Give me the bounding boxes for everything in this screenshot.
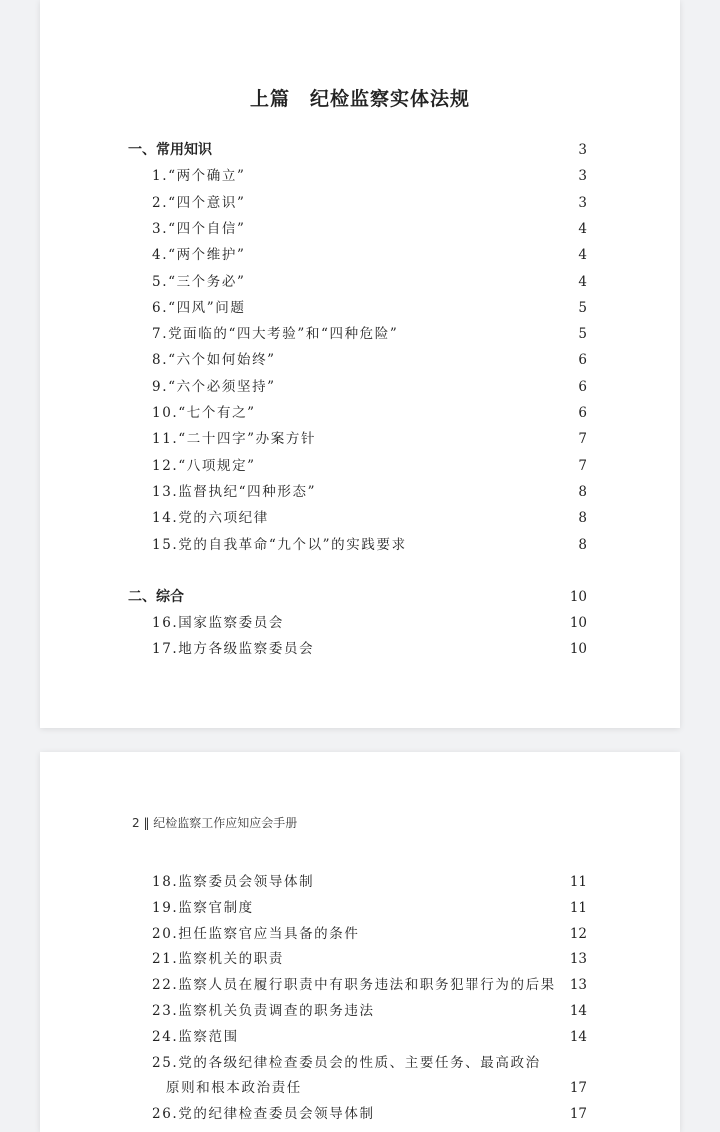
toc-page-1	[40, 0, 680, 728]
toc-page-number: 11	[569, 874, 587, 890]
toc-page-number: 10	[569, 641, 587, 658]
toc-entry-title: 7.党面临的“四大考验”和“四种危险”	[152, 326, 399, 343]
toc-entry	[40, 1051, 680, 1075]
toc-page-number: 8	[578, 483, 587, 500]
toc-entry-title: 2.“四个意识”	[152, 194, 246, 211]
toc-entry-title: 1.“两个确立”	[152, 168, 246, 185]
toc-section	[40, 138, 680, 162]
toc-page-number: 3	[578, 194, 587, 211]
toc-entry	[40, 296, 680, 320]
toc-entry-title: 3.“四个自信”	[152, 220, 246, 237]
toc-entry-title: 15.党的自我革命“九个以”的实践要求	[152, 536, 407, 553]
toc-entry-title: 18.监察委员会领导体制	[152, 874, 315, 890]
toc-entry	[40, 217, 680, 241]
toc-page-number: 4	[578, 273, 587, 290]
toc-entry	[40, 922, 680, 946]
toc-page-number: 6	[578, 352, 587, 369]
toc-entry-title: 11.“二十四字”办案方针	[152, 431, 317, 448]
running-head: 2 ‖ 纪检监察工作应知应会手册	[132, 816, 298, 830]
toc-page-number: 14	[569, 1028, 587, 1045]
toc-entry-title: 9.“六个必须坚持”	[152, 378, 276, 395]
toc-entry-title: 8.“六个如何始终”	[152, 352, 276, 369]
toc-entry-title: 24.监察范围	[152, 1028, 239, 1045]
toc-page-number: 12	[569, 925, 587, 942]
toc-entry-title: 原则和根本政治责任	[166, 1080, 302, 1097]
toc-entry-title: 13.监督执纪“四种形态”	[152, 483, 317, 500]
toc-entry	[40, 191, 680, 215]
toc-page-number: 3	[578, 142, 587, 158]
toc-entry	[40, 1025, 680, 1049]
toc-entry	[40, 533, 680, 557]
toc-entry	[40, 480, 680, 504]
toc-entry	[40, 999, 680, 1023]
toc-entry	[40, 973, 680, 997]
toc-page-number: 11	[569, 899, 587, 916]
toc-entry-title: 19.监察官制度	[152, 899, 254, 916]
toc-entry	[40, 870, 680, 894]
toc-entry	[40, 243, 680, 267]
toc-entry-title: 10.“七个有之”	[152, 405, 256, 421]
toc-entry-title: 25.党的各级纪律检查委员会的性质、主要任务、最高政治	[152, 1054, 541, 1071]
part-title: 上篇 纪检监察实体法规	[249, 88, 470, 110]
toc-page-number: 5	[578, 299, 587, 316]
toc-page-2	[40, 752, 680, 1132]
toc-entry	[40, 1076, 680, 1100]
toc-entry-title: 二、综合	[128, 588, 184, 605]
toc-page-number: 17	[569, 1106, 587, 1123]
toc-page-number: 13	[569, 977, 587, 994]
toc-entry-title: 一、常用知识	[128, 142, 212, 158]
toc-entry-title: 21.监察机关的职责	[152, 951, 284, 968]
toc-entry	[40, 427, 680, 451]
toc-page-number: 10	[569, 588, 587, 605]
toc-page-number: 8	[578, 536, 587, 553]
toc-entry-title: 26.党的纪律检查委员会领导体制	[152, 1106, 375, 1123]
toc-page-number: 13	[569, 951, 587, 968]
toc-page-number: 7	[578, 457, 587, 474]
toc-page-number: 8	[578, 510, 587, 527]
toc-page-number: 7	[578, 431, 587, 448]
toc-entry-title: 23.监察机关负责调查的职务违法	[152, 1003, 375, 1019]
toc-section	[40, 585, 680, 609]
toc-entry-title: 5.“三个务必”	[152, 273, 246, 290]
toc-entry	[40, 1102, 680, 1126]
toc-entry	[40, 506, 680, 530]
toc-page-number: 3	[578, 168, 587, 185]
toc-entry	[40, 322, 680, 346]
toc-entry	[40, 164, 680, 188]
toc-page-number: 6	[578, 378, 587, 395]
toc-entry	[40, 348, 680, 372]
toc-entry	[40, 947, 680, 971]
toc-entry-title: 6.“四风”问题	[152, 299, 246, 316]
toc-page-number: 4	[578, 247, 587, 264]
toc-page-number: 4	[578, 220, 587, 237]
toc-entry	[40, 401, 680, 425]
toc-entry	[40, 637, 680, 661]
toc-entry-title: 12.“八项规定”	[152, 457, 256, 474]
toc-entry-title: 14.党的六项纪律	[152, 510, 269, 527]
toc-page-number: 6	[578, 405, 587, 421]
toc-page-number: 10	[569, 615, 587, 632]
toc-entry-title: 22.监察人员在履行职责中有职务违法和职务犯罪行为的后果	[152, 977, 556, 994]
toc-entry	[40, 454, 680, 478]
toc-entry-title: 16.国家监察委员会	[152, 615, 284, 632]
toc-page-number: 14	[569, 1003, 587, 1019]
toc-page-number: 17	[569, 1080, 587, 1097]
toc-entry-title: 20.担任监察官应当具备的条件	[152, 925, 360, 942]
toc-entry	[40, 611, 680, 635]
toc-page-number: 5	[578, 326, 587, 343]
toc-entry	[40, 375, 680, 399]
toc-entry	[40, 896, 680, 920]
toc-entry-title: 17.地方各级监察委员会	[152, 641, 315, 658]
toc-entry	[40, 270, 680, 294]
toc-entry-title: 4.“两个维护”	[152, 247, 246, 264]
